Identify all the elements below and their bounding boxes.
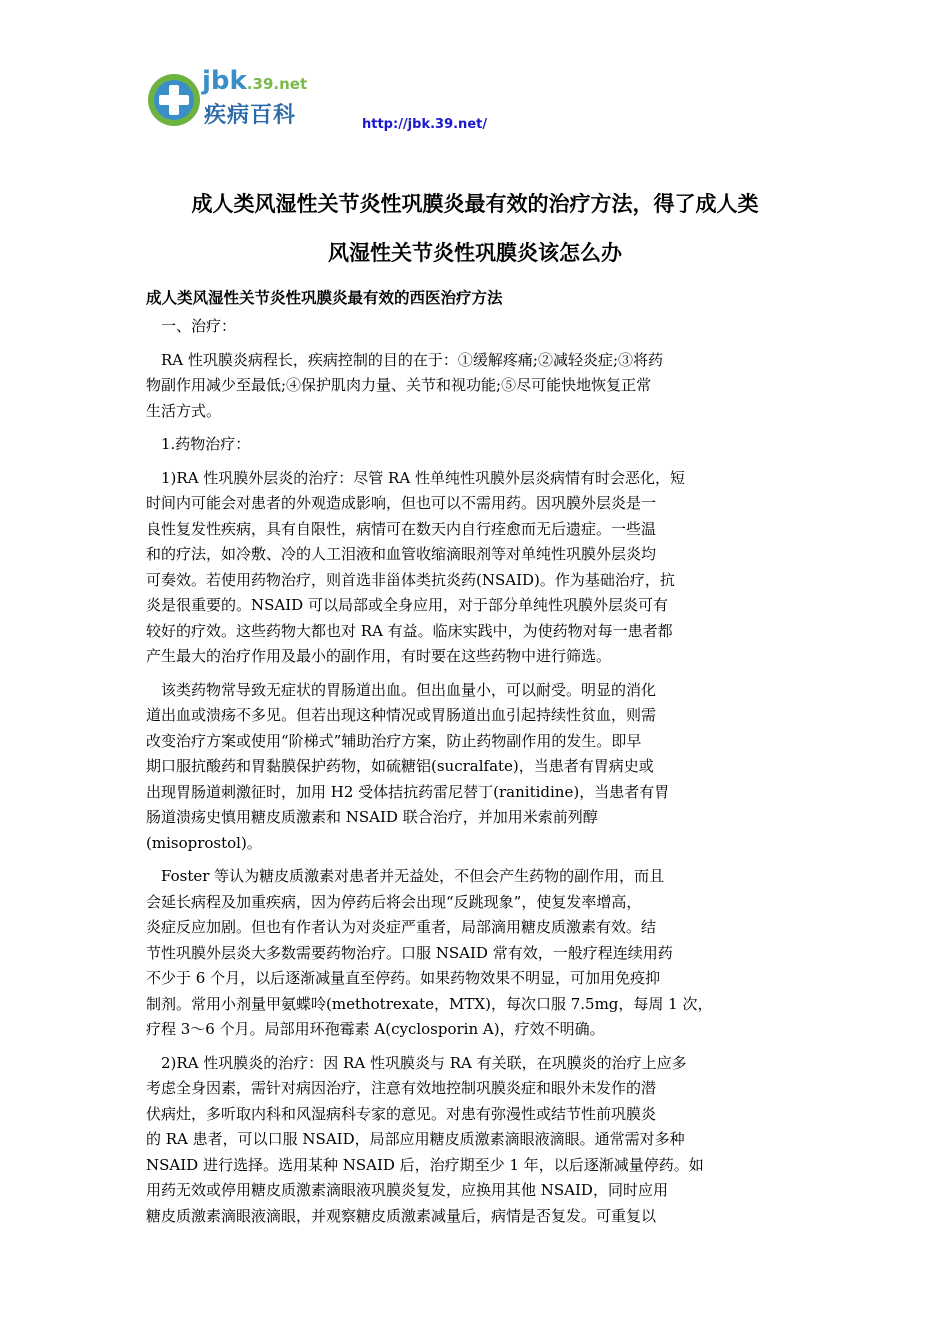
paragraph-line: 该类药物常导致无症状的胃肠道出血。但出血量小，可以耐受。明显的消化 — [161, 680, 657, 699]
paragraph-line: 可奏效。若使用药物治疗，则首选非甾体类抗炎药(NSAID)。作为基础治疗，抗 — [146, 570, 675, 589]
logo-text: jbk — [202, 66, 247, 96]
paragraph-line: 出现胃肠道刺激征时，加用 H2 受体拮抗药雷尼替丁(ranitidine)，当患者有胃 — [146, 782, 670, 801]
site-url-link[interactable]: http://jbk.39.net/ — [362, 117, 488, 132]
paragraph-line: 考虑全身因素，需针对病因治疗，注意有效地控制巩膜炎症和眼外未发作的潜 — [146, 1079, 657, 1097]
paragraph-line: 生活方式。 — [146, 401, 222, 420]
section-heading: 成人类风湿性关节炎性巩膜炎最有效的西医治疗方法 — [146, 289, 503, 307]
paragraph-line: (misoprostol)。 — [146, 833, 262, 852]
paragraph-line: 1)RA 性巩膜外层炎的治疗：尽管 RA 性单纯性巩膜外层炎病情有时会恶化，短 — [161, 468, 685, 487]
paragraph-line: 2)RA 性巩膜炎的治疗：因 RA 性巩膜炎与 RA 有关联，在巩膜炎的治疗上应多 — [161, 1053, 687, 1072]
medical-cross-logo-icon — [146, 72, 202, 128]
paragraph-line: 期口服抗酸药和胃黏膜保护药物，如硫糖铝(sucralfate)，当患者有胃病史或 — [146, 757, 654, 775]
paragraph-line: RA 性巩膜炎病程长，疾病控制的目的在于：①缓解疼痛;②减轻炎症;③将药 — [161, 350, 664, 369]
paragraph-line: 疗程 3～6 个月。局部用环孢霉素 A(cyclosporin A)，疗效不明确。 — [146, 1020, 605, 1038]
paragraph-line: 用药无效或停用糖皮质激素滴眼液巩膜炎复发，应换用其他 NSAID，同时应用 — [146, 1181, 668, 1199]
paragraph-line: 伏病灶，多听取内科和风湿病科专家的意见。对患有弥漫性或结节性前巩膜炎 — [146, 1104, 657, 1123]
paragraph-line: 炎症反应加剧。但也有作者认为对炎症严重者，局部滴用糖皮质激素有效。结 — [146, 918, 657, 936]
paragraph-line: 时间内可能会对患者的外观造成影响，但也可以不需用药。因巩膜外层炎是一 — [146, 494, 657, 512]
paragraph-line: 和的疗法，如冷敷、冷的人工泪液和血管收缩滴眼剂等对单纯性巩膜外层炎均 — [146, 545, 657, 563]
paragraph-line: Foster 等认为糖皮质激素对患者并无益处，不但会产生药物的副作用，而且 — [161, 867, 665, 885]
paragraph-line: 产生最大的治疗作用及最小的副作用，有时要在这些药物中进行筛选。 — [146, 647, 612, 665]
paragraph-line: 改变治疗方案或使用“阶梯式”辅助治疗方案，防止药物副作用的发生。即早 — [146, 731, 642, 750]
paragraph — [146, 864, 806, 1043]
logo-chinese-name: 疾病百科 — [204, 103, 297, 128]
paragraph-line: 糖皮质激素滴眼液滴眼，并观察糖皮质激素减量后，病情是否复发。可重复以 — [146, 1206, 657, 1225]
paragraph-line: 制剂。常用小剂量甲氨蝶呤(methotrexate，MTX)，每次口服 7.5mg，每周 1 次， — [146, 994, 713, 1013]
paragraph-line: 肠道溃疡史慎用糖皮质激素和 NSAID 联合治疗，并加用米索前列醇 — [146, 808, 598, 826]
paragraph-line: 不少于 6 个月，以后逐渐减量直至停药。如果药物效果不明显，可加用免疫抑 — [146, 969, 661, 987]
paragraph — [146, 678, 806, 857]
paragraph-line: 炎是很重要的。NSAID 可以局部或全身应用，对于部分单纯性巩膜外层炎可有 — [146, 596, 668, 614]
paragraph-line: 较好的疗效。这些药物大都也对 RA 有益。临床实践中，为使药物对每一患者都 — [146, 621, 673, 640]
logo-wordmark — [202, 66, 307, 96]
paragraph — [146, 466, 806, 670]
page-title-line-2: 风湿性关节炎性巩膜炎该怎么办 — [328, 241, 622, 265]
logo-domain: .39.net — [246, 75, 308, 93]
paragraph-line: 1.药物治疗： — [161, 435, 251, 453]
paragraph-line: 道出血或溃疡不多见。但若出现这种情况或胃肠道出血引起持续性贫血，则需 — [146, 706, 657, 724]
site-logo[interactable] — [146, 66, 316, 130]
paragraph — [146, 432, 806, 458]
paragraph — [146, 314, 806, 340]
paragraph-line: 良性复发性疾病，具有自限性，病情可在数天内自行痊愈而无后遗症。一些温 — [146, 519, 657, 538]
paragraph-line: 的 RA 患者，可以口服 NSAID，局部应用糖皮质激素滴眼液滴眼。通常需对多种 — [146, 1130, 685, 1148]
article-body — [146, 314, 806, 1237]
page-title-line-1: 成人类风湿性关节炎性巩膜炎最有效的治疗方法，得了成人类 — [191, 192, 759, 216]
paragraph-line: 物副作用减少至最低;④保护肌肉力量、关节和视功能;⑤尽可能快地恢复正常 — [146, 376, 652, 394]
paragraph-line: 会延长病程及加重疾病，因为停药后将会出现“反跳现象”，使复发率增高， — [146, 892, 642, 911]
paragraph-line: 一、治疗： — [161, 317, 237, 335]
paragraph-line: NSAID 进行选择。选用某种 NSAID 后，治疗期至少 1 年，以后逐渐减量停药。如 — [146, 1155, 704, 1174]
paragraph — [146, 1051, 806, 1230]
paragraph-line: 节性巩膜外层炎大多数需要药物治疗。口服 NSAID 常有效，一般疗程连续用药 — [146, 943, 673, 962]
paragraph — [146, 348, 806, 425]
